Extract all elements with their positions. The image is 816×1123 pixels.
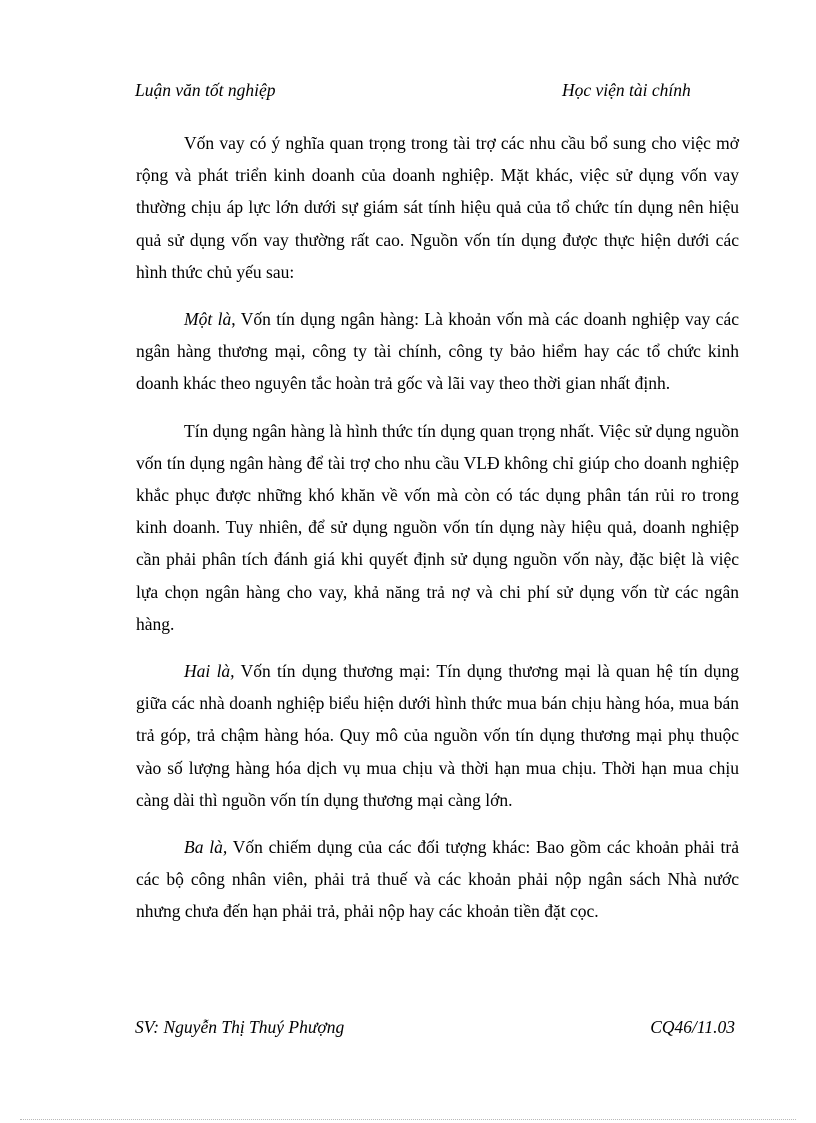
header-thesis-title: Luận văn tốt nghiệp xyxy=(135,80,276,100)
paragraph-bank-credit xyxy=(136,303,739,400)
footer-student-name: SV: Nguyễn Thị Thuý Phượng xyxy=(135,1017,345,1037)
paragraph-trade-credit xyxy=(136,655,739,816)
header-institution: Học viện tài chính xyxy=(562,80,691,100)
paragraph-text: , Vốn tín dụng ngân hàng: Là khoản vốn mà các doanh nghiệp vay các ngân hàng thương mại, công ty tài chính, công ty bảo hiểm hay các tổ chức kinh doanh khác theo nguyên tắc hoàn trả gốc và lãi vay theo thời gian nhất định. xyxy=(136,309,739,394)
page-bottom-divider xyxy=(20,1119,796,1120)
footer-class-code: CQ46/11.03 xyxy=(650,1017,735,1037)
paragraph-appropriated-capital xyxy=(136,831,739,928)
paragraph-text: Vốn vay có ý nghĩa quan trọng trong tài trợ các nhu cầu bổ sung cho việc mở rộng và phát triển kinh doanh của doanh nghiệp. Mặt khác, việc sử dụng vốn vay thường chịu áp lực lớn dưới sự giám sát tính hiệu quả của tổ chức tín dụng nên hiệu quả sử dụng vốn vay thường rất cao. Nguồn vốn tín dụng được thực hiện dưới các hình thức chủ yếu sau: xyxy=(136,133,739,282)
document-body xyxy=(136,127,739,943)
paragraph-lead: Hai là, xyxy=(184,661,235,682)
paragraph-text: Vốn tín dụng thương mại: Tín dụng thương mại là quan hệ tín dụng giữa các nhà doanh nghiệp biểu hiện dưới hình thức mua bán chịu hàng hóa, mua bán trả góp, trả chậm hàng hóa. Quy mô của nguồn vốn tín dụng thương mại phụ thuộc vào số lượng hàng hóa dịch vụ mua chịu và thời hạn mua chịu. Thời hạn mua chịu càng dài thì nguồn vốn tín dụng thương mại càng lớn. xyxy=(136,661,739,810)
paragraph-intro xyxy=(136,127,739,288)
paragraph-text: Vốn chiếm dụng của các đối tượng khác: Bao gồm các khoản phải trả các bộ công nhân viên, phải trả thuế và các khoản phải nộp ngân sách Nhà nước nhưng chưa đến hạn phải trả, phải nộp hay các khoản tiền đặt cọc. xyxy=(136,837,739,922)
paragraph-lead: Ba là, xyxy=(184,837,228,858)
paragraph-bank-credit-detail xyxy=(136,415,739,640)
paragraph-text: Tín dụng ngân hàng là hình thức tín dụng quan trọng nhất. Việc sử dụng nguồn vốn tín dụng ngân hàng để tài trợ cho nhu cầu VLĐ không chỉ giúp cho doanh nghiệp khắc phục được những khó khăn về vốn mà còn có tác dụng phân tán rủi ro trong kinh doanh. Tuy nhiên, để sử dụng nguồn vốn tín dụng này hiệu quả, doanh nghiệp cần phải phân tích đánh giá khi quyết định sử dụng nguồn vốn này, đặc biệt là việc lựa chọn ngân hàng cho vay, khả năng trả nợ và chi phí sử dụng vốn từ các ngân hàng. xyxy=(136,420,739,634)
paragraph-lead: Một là xyxy=(184,309,232,330)
